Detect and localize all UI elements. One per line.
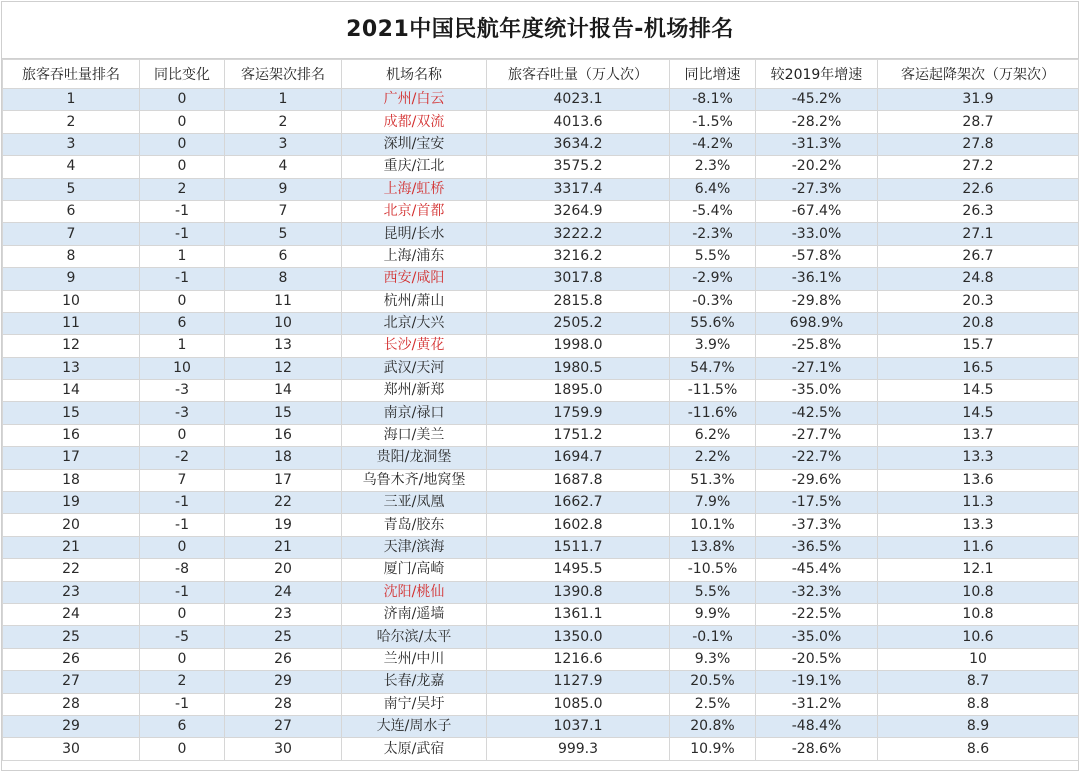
cell-flight-movements: 14.5 xyxy=(878,402,1079,424)
cell-yoy-growth: 6.4% xyxy=(670,178,756,200)
airport-ranking-table xyxy=(2,59,1079,761)
cell-flight-movements: 8.6 xyxy=(878,738,1079,760)
cell-passenger-throughput: 3216.2 xyxy=(487,245,670,267)
table-row xyxy=(3,738,1079,760)
header-airport-name: 机场名称 xyxy=(342,60,487,89)
cell-yoy-growth: 3.9% xyxy=(670,335,756,357)
cell-passenger-throughput: 3317.4 xyxy=(487,178,670,200)
table-row xyxy=(3,424,1079,446)
cell-rank-change: 1 xyxy=(140,335,225,357)
cell-passenger-rank: 18 xyxy=(3,469,140,491)
cell-flight-rank: 3 xyxy=(225,133,342,155)
cell-flight-rank: 5 xyxy=(225,223,342,245)
cell-yoy-growth: -1.5% xyxy=(670,111,756,133)
cell-yoy-growth: 20.8% xyxy=(670,715,756,737)
cell-rank-change: -1 xyxy=(140,581,225,603)
cell-passenger-rank: 27 xyxy=(3,671,140,693)
cell-passenger-rank: 14 xyxy=(3,380,140,402)
page-title: 2021中国民航年度统计报告-机场排名 xyxy=(2,2,1078,59)
cell-airport-name: 济南/遥墙 xyxy=(342,603,487,625)
cell-flight-rank: 21 xyxy=(225,536,342,558)
table-row xyxy=(3,223,1079,245)
cell-airport-name: 上海/虹桥 xyxy=(342,178,487,200)
cell-passenger-throughput: 1759.9 xyxy=(487,402,670,424)
cell-airport-name: 长春/龙嘉 xyxy=(342,671,487,693)
cell-flight-movements: 26.7 xyxy=(878,245,1079,267)
cell-passenger-rank: 21 xyxy=(3,536,140,558)
cell-airport-name: 三亚/凤凰 xyxy=(342,492,487,514)
cell-flight-movements: 10 xyxy=(878,648,1079,670)
cell-yoy-growth: 7.9% xyxy=(670,492,756,514)
cell-passenger-rank: 5 xyxy=(3,178,140,200)
table-row xyxy=(3,402,1079,424)
header-rank-change: 同比变化 xyxy=(140,60,225,89)
cell-yoy-growth: 20.5% xyxy=(670,671,756,693)
cell-passenger-throughput: 1687.8 xyxy=(487,469,670,491)
cell-yoy-growth: 55.6% xyxy=(670,312,756,334)
cell-yoy-growth: 2.3% xyxy=(670,156,756,178)
cell-rank-change: 2 xyxy=(140,178,225,200)
cell-flight-movements: 16.5 xyxy=(878,357,1079,379)
table-header-row xyxy=(3,60,1079,89)
cell-vs-2019-growth: -27.3% xyxy=(756,178,878,200)
cell-passenger-rank: 8 xyxy=(3,245,140,267)
cell-flight-rank: 22 xyxy=(225,492,342,514)
cell-flight-movements: 28.7 xyxy=(878,111,1079,133)
cell-vs-2019-growth: 698.9% xyxy=(756,312,878,334)
cell-rank-change: -8 xyxy=(140,559,225,581)
cell-flight-rank: 29 xyxy=(225,671,342,693)
cell-passenger-throughput: 3017.8 xyxy=(487,268,670,290)
cell-rank-change: 6 xyxy=(140,312,225,334)
cell-vs-2019-growth: -27.1% xyxy=(756,357,878,379)
cell-flight-movements: 8.9 xyxy=(878,715,1079,737)
cell-passenger-rank: 22 xyxy=(3,559,140,581)
cell-passenger-rank: 28 xyxy=(3,693,140,715)
cell-flight-rank: 25 xyxy=(225,626,342,648)
cell-flight-rank: 13 xyxy=(225,335,342,357)
cell-rank-change: -5 xyxy=(140,626,225,648)
cell-vs-2019-growth: -31.3% xyxy=(756,133,878,155)
cell-flight-rank: 4 xyxy=(225,156,342,178)
cell-vs-2019-growth: -22.5% xyxy=(756,603,878,625)
cell-vs-2019-growth: -57.8% xyxy=(756,245,878,267)
cell-passenger-throughput: 2505.2 xyxy=(487,312,670,334)
cell-passenger-rank: 7 xyxy=(3,223,140,245)
cell-yoy-growth: -4.2% xyxy=(670,133,756,155)
cell-airport-name: 天津/滨海 xyxy=(342,536,487,558)
cell-passenger-throughput: 3222.2 xyxy=(487,223,670,245)
cell-airport-name: 重庆/江北 xyxy=(342,156,487,178)
cell-passenger-rank: 23 xyxy=(3,581,140,603)
cell-airport-name: 郑州/新郑 xyxy=(342,380,487,402)
cell-yoy-growth: 10.9% xyxy=(670,738,756,760)
cell-flight-movements: 22.6 xyxy=(878,178,1079,200)
cell-vs-2019-growth: -22.7% xyxy=(756,447,878,469)
table-row xyxy=(3,693,1079,715)
cell-flight-movements: 13.7 xyxy=(878,424,1079,446)
cell-rank-change: -3 xyxy=(140,402,225,424)
cell-rank-change: 0 xyxy=(140,89,225,111)
header-passenger-rank: 旅客吞吐量排名 xyxy=(3,60,140,89)
cell-airport-name: 上海/浦东 xyxy=(342,245,487,267)
cell-rank-change: 1 xyxy=(140,245,225,267)
cell-yoy-growth: 6.2% xyxy=(670,424,756,446)
cell-flight-movements: 27.2 xyxy=(878,156,1079,178)
cell-passenger-rank: 3 xyxy=(3,133,140,155)
cell-passenger-throughput: 1495.5 xyxy=(487,559,670,581)
cell-rank-change: -1 xyxy=(140,492,225,514)
cell-rank-change: 0 xyxy=(140,536,225,558)
cell-vs-2019-growth: -25.8% xyxy=(756,335,878,357)
table-row xyxy=(3,626,1079,648)
cell-passenger-rank: 1 xyxy=(3,89,140,111)
table-row xyxy=(3,469,1079,491)
cell-airport-name: 西安/咸阳 xyxy=(342,268,487,290)
cell-flight-movements: 27.1 xyxy=(878,223,1079,245)
cell-flight-rank: 17 xyxy=(225,469,342,491)
cell-flight-movements: 8.8 xyxy=(878,693,1079,715)
cell-rank-change: 0 xyxy=(140,156,225,178)
table-row xyxy=(3,268,1079,290)
cell-yoy-growth: -8.1% xyxy=(670,89,756,111)
cell-airport-name: 广州/白云 xyxy=(342,89,487,111)
cell-vs-2019-growth: -29.6% xyxy=(756,469,878,491)
cell-airport-name: 武汉/天河 xyxy=(342,357,487,379)
cell-yoy-growth: 10.1% xyxy=(670,514,756,536)
cell-passenger-throughput: 1390.8 xyxy=(487,581,670,603)
cell-passenger-throughput: 1037.1 xyxy=(487,715,670,737)
cell-flight-movements: 20.8 xyxy=(878,312,1079,334)
cell-airport-name: 哈尔滨/太平 xyxy=(342,626,487,648)
cell-passenger-rank: 2 xyxy=(3,111,140,133)
cell-airport-name: 青岛/胶东 xyxy=(342,514,487,536)
cell-passenger-rank: 4 xyxy=(3,156,140,178)
cell-airport-name: 北京/大兴 xyxy=(342,312,487,334)
cell-airport-name: 南宁/吴圩 xyxy=(342,693,487,715)
cell-passenger-rank: 15 xyxy=(3,402,140,424)
cell-flight-rank: 23 xyxy=(225,603,342,625)
cell-vs-2019-growth: -37.3% xyxy=(756,514,878,536)
cell-yoy-growth: -2.9% xyxy=(670,268,756,290)
cell-passenger-throughput: 4013.6 xyxy=(487,111,670,133)
table-row xyxy=(3,603,1079,625)
cell-passenger-rank: 11 xyxy=(3,312,140,334)
cell-yoy-growth: 5.5% xyxy=(670,245,756,267)
cell-vs-2019-growth: -19.1% xyxy=(756,671,878,693)
header-yoy-growth: 同比增速 xyxy=(670,60,756,89)
cell-rank-change: -1 xyxy=(140,223,225,245)
cell-passenger-throughput: 3634.2 xyxy=(487,133,670,155)
cell-flight-rank: 28 xyxy=(225,693,342,715)
cell-airport-name: 太原/武宿 xyxy=(342,738,487,760)
cell-yoy-growth: -11.5% xyxy=(670,380,756,402)
cell-vs-2019-growth: -27.7% xyxy=(756,424,878,446)
table-row xyxy=(3,380,1079,402)
table-row xyxy=(3,111,1079,133)
table-row xyxy=(3,133,1079,155)
cell-rank-change: 6 xyxy=(140,715,225,737)
cell-rank-change: -1 xyxy=(140,200,225,222)
cell-rank-change: 0 xyxy=(140,290,225,312)
cell-passenger-rank: 24 xyxy=(3,603,140,625)
cell-passenger-throughput: 1694.7 xyxy=(487,447,670,469)
cell-passenger-throughput: 1361.1 xyxy=(487,603,670,625)
table-row xyxy=(3,178,1079,200)
cell-flight-rank: 18 xyxy=(225,447,342,469)
cell-rank-change: 0 xyxy=(140,648,225,670)
cell-flight-rank: 15 xyxy=(225,402,342,424)
cell-flight-movements: 13.6 xyxy=(878,469,1079,491)
cell-passenger-throughput: 1980.5 xyxy=(487,357,670,379)
cell-passenger-throughput: 999.3 xyxy=(487,738,670,760)
cell-flight-rank: 16 xyxy=(225,424,342,446)
cell-flight-rank: 10 xyxy=(225,312,342,334)
cell-yoy-growth: 51.3% xyxy=(670,469,756,491)
cell-yoy-growth: 9.9% xyxy=(670,603,756,625)
cell-rank-change: -1 xyxy=(140,268,225,290)
cell-flight-rank: 2 xyxy=(225,111,342,133)
cell-yoy-growth: 2.2% xyxy=(670,447,756,469)
cell-flight-movements: 15.7 xyxy=(878,335,1079,357)
table-row xyxy=(3,290,1079,312)
cell-rank-change: -1 xyxy=(140,693,225,715)
cell-flight-rank: 20 xyxy=(225,559,342,581)
cell-vs-2019-growth: -20.5% xyxy=(756,648,878,670)
cell-airport-name: 贵阳/龙洞堡 xyxy=(342,447,487,469)
cell-flight-movements: 31.9 xyxy=(878,89,1079,111)
cell-vs-2019-growth: -67.4% xyxy=(756,200,878,222)
cell-passenger-throughput: 1127.9 xyxy=(487,671,670,693)
cell-flight-rank: 30 xyxy=(225,738,342,760)
cell-rank-change: 0 xyxy=(140,738,225,760)
cell-flight-rank: 14 xyxy=(225,380,342,402)
cell-vs-2019-growth: -35.0% xyxy=(756,380,878,402)
cell-rank-change: 0 xyxy=(140,424,225,446)
table-row xyxy=(3,357,1079,379)
cell-flight-rank: 24 xyxy=(225,581,342,603)
table-row xyxy=(3,671,1079,693)
cell-rank-change: -2 xyxy=(140,447,225,469)
cell-airport-name: 海口/美兰 xyxy=(342,424,487,446)
cell-flight-movements: 27.8 xyxy=(878,133,1079,155)
cell-flight-movements: 24.8 xyxy=(878,268,1079,290)
cell-passenger-throughput: 1511.7 xyxy=(487,536,670,558)
cell-passenger-rank: 6 xyxy=(3,200,140,222)
cell-vs-2019-growth: -45.2% xyxy=(756,89,878,111)
cell-airport-name: 长沙/黄花 xyxy=(342,335,487,357)
cell-yoy-growth: -0.3% xyxy=(670,290,756,312)
cell-rank-change: -3 xyxy=(140,380,225,402)
cell-flight-movements: 13.3 xyxy=(878,447,1079,469)
cell-vs-2019-growth: -36.5% xyxy=(756,536,878,558)
ranking-sheet xyxy=(1,1,1079,771)
cell-passenger-rank: 19 xyxy=(3,492,140,514)
cell-flight-movements: 11.3 xyxy=(878,492,1079,514)
cell-vs-2019-growth: -32.3% xyxy=(756,581,878,603)
cell-airport-name: 深圳/宝安 xyxy=(342,133,487,155)
cell-rank-change: -1 xyxy=(140,514,225,536)
cell-vs-2019-growth: -28.6% xyxy=(756,738,878,760)
cell-yoy-growth: -2.3% xyxy=(670,223,756,245)
table-row xyxy=(3,447,1079,469)
cell-vs-2019-growth: -42.5% xyxy=(756,402,878,424)
cell-passenger-throughput: 4023.1 xyxy=(487,89,670,111)
cell-flight-rank: 27 xyxy=(225,715,342,737)
cell-vs-2019-growth: -31.2% xyxy=(756,693,878,715)
cell-vs-2019-growth: -35.0% xyxy=(756,626,878,648)
cell-flight-rank: 6 xyxy=(225,245,342,267)
header-flight-rank: 客运架次排名 xyxy=(225,60,342,89)
cell-vs-2019-growth: -28.2% xyxy=(756,111,878,133)
table-row xyxy=(3,200,1079,222)
cell-flight-movements: 10.8 xyxy=(878,603,1079,625)
header-passenger-throughput: 旅客吞吐量（万人次） xyxy=(487,60,670,89)
cell-vs-2019-growth: -17.5% xyxy=(756,492,878,514)
cell-flight-movements: 14.5 xyxy=(878,380,1079,402)
cell-flight-movements: 12.1 xyxy=(878,559,1079,581)
cell-flight-rank: 11 xyxy=(225,290,342,312)
cell-passenger-throughput: 1895.0 xyxy=(487,380,670,402)
cell-passenger-throughput: 1662.7 xyxy=(487,492,670,514)
cell-vs-2019-growth: -20.2% xyxy=(756,156,878,178)
cell-passenger-throughput: 1602.8 xyxy=(487,514,670,536)
cell-yoy-growth: 9.3% xyxy=(670,648,756,670)
table-row xyxy=(3,312,1079,334)
cell-airport-name: 昆明/长水 xyxy=(342,223,487,245)
cell-passenger-throughput: 1751.2 xyxy=(487,424,670,446)
cell-flight-movements: 26.3 xyxy=(878,200,1079,222)
cell-passenger-rank: 29 xyxy=(3,715,140,737)
table-row xyxy=(3,89,1079,111)
cell-passenger-throughput: 3575.2 xyxy=(487,156,670,178)
cell-passenger-throughput: 1350.0 xyxy=(487,626,670,648)
cell-flight-rank: 7 xyxy=(225,200,342,222)
cell-passenger-rank: 17 xyxy=(3,447,140,469)
table-row xyxy=(3,514,1079,536)
cell-flight-rank: 26 xyxy=(225,648,342,670)
cell-passenger-throughput: 3264.9 xyxy=(487,200,670,222)
cell-yoy-growth: -10.5% xyxy=(670,559,756,581)
header-vs-2019-growth: 较2019年增速 xyxy=(756,60,878,89)
cell-airport-name: 兰州/中川 xyxy=(342,648,487,670)
cell-passenger-rank: 13 xyxy=(3,357,140,379)
cell-airport-name: 南京/禄口 xyxy=(342,402,487,424)
cell-passenger-rank: 16 xyxy=(3,424,140,446)
cell-rank-change: 0 xyxy=(140,603,225,625)
cell-airport-name: 厦门/高崎 xyxy=(342,559,487,581)
cell-yoy-growth: -11.6% xyxy=(670,402,756,424)
table-row xyxy=(3,245,1079,267)
cell-passenger-rank: 10 xyxy=(3,290,140,312)
cell-yoy-growth: 5.5% xyxy=(670,581,756,603)
header-flight-movements: 客运起降架次（万架次） xyxy=(878,60,1079,89)
cell-rank-change: 10 xyxy=(140,357,225,379)
cell-yoy-growth: 2.5% xyxy=(670,693,756,715)
cell-airport-name: 北京/首都 xyxy=(342,200,487,222)
cell-passenger-rank: 25 xyxy=(3,626,140,648)
cell-passenger-rank: 9 xyxy=(3,268,140,290)
cell-rank-change: 7 xyxy=(140,469,225,491)
cell-flight-movements: 10.8 xyxy=(878,581,1079,603)
table-row xyxy=(3,559,1079,581)
cell-flight-movements: 10.6 xyxy=(878,626,1079,648)
cell-rank-change: 0 xyxy=(140,133,225,155)
cell-airport-name: 乌鲁木齐/地窝堡 xyxy=(342,469,487,491)
cell-yoy-growth: -0.1% xyxy=(670,626,756,648)
cell-airport-name: 杭州/萧山 xyxy=(342,290,487,312)
table-row xyxy=(3,335,1079,357)
cell-flight-rank: 9 xyxy=(225,178,342,200)
cell-airport-name: 成都/双流 xyxy=(342,111,487,133)
cell-rank-change: 2 xyxy=(140,671,225,693)
table-row xyxy=(3,581,1079,603)
cell-airport-name: 大连/周水子 xyxy=(342,715,487,737)
table-row xyxy=(3,156,1079,178)
table-body xyxy=(3,89,1079,761)
cell-passenger-rank: 30 xyxy=(3,738,140,760)
cell-flight-movements: 13.3 xyxy=(878,514,1079,536)
cell-yoy-growth: -5.4% xyxy=(670,200,756,222)
cell-passenger-rank: 20 xyxy=(3,514,140,536)
cell-yoy-growth: 54.7% xyxy=(670,357,756,379)
cell-flight-movements: 20.3 xyxy=(878,290,1079,312)
cell-passenger-throughput: 1998.0 xyxy=(487,335,670,357)
cell-airport-name: 沈阳/桃仙 xyxy=(342,581,487,603)
table-row xyxy=(3,715,1079,737)
cell-flight-rank: 1 xyxy=(225,89,342,111)
cell-flight-rank: 19 xyxy=(225,514,342,536)
cell-vs-2019-growth: -45.4% xyxy=(756,559,878,581)
table-row xyxy=(3,648,1079,670)
cell-yoy-growth: 13.8% xyxy=(670,536,756,558)
cell-passenger-throughput: 1216.6 xyxy=(487,648,670,670)
cell-vs-2019-growth: -33.0% xyxy=(756,223,878,245)
cell-passenger-rank: 12 xyxy=(3,335,140,357)
cell-flight-movements: 8.7 xyxy=(878,671,1079,693)
cell-flight-rank: 12 xyxy=(225,357,342,379)
table-row xyxy=(3,492,1079,514)
cell-vs-2019-growth: -48.4% xyxy=(756,715,878,737)
cell-passenger-throughput: 2815.8 xyxy=(487,290,670,312)
cell-rank-change: 0 xyxy=(140,111,225,133)
cell-vs-2019-growth: -29.8% xyxy=(756,290,878,312)
table-row xyxy=(3,536,1079,558)
cell-passenger-throughput: 1085.0 xyxy=(487,693,670,715)
cell-passenger-rank: 26 xyxy=(3,648,140,670)
cell-vs-2019-growth: -36.1% xyxy=(756,268,878,290)
cell-flight-movements: 11.6 xyxy=(878,536,1079,558)
cell-flight-rank: 8 xyxy=(225,268,342,290)
